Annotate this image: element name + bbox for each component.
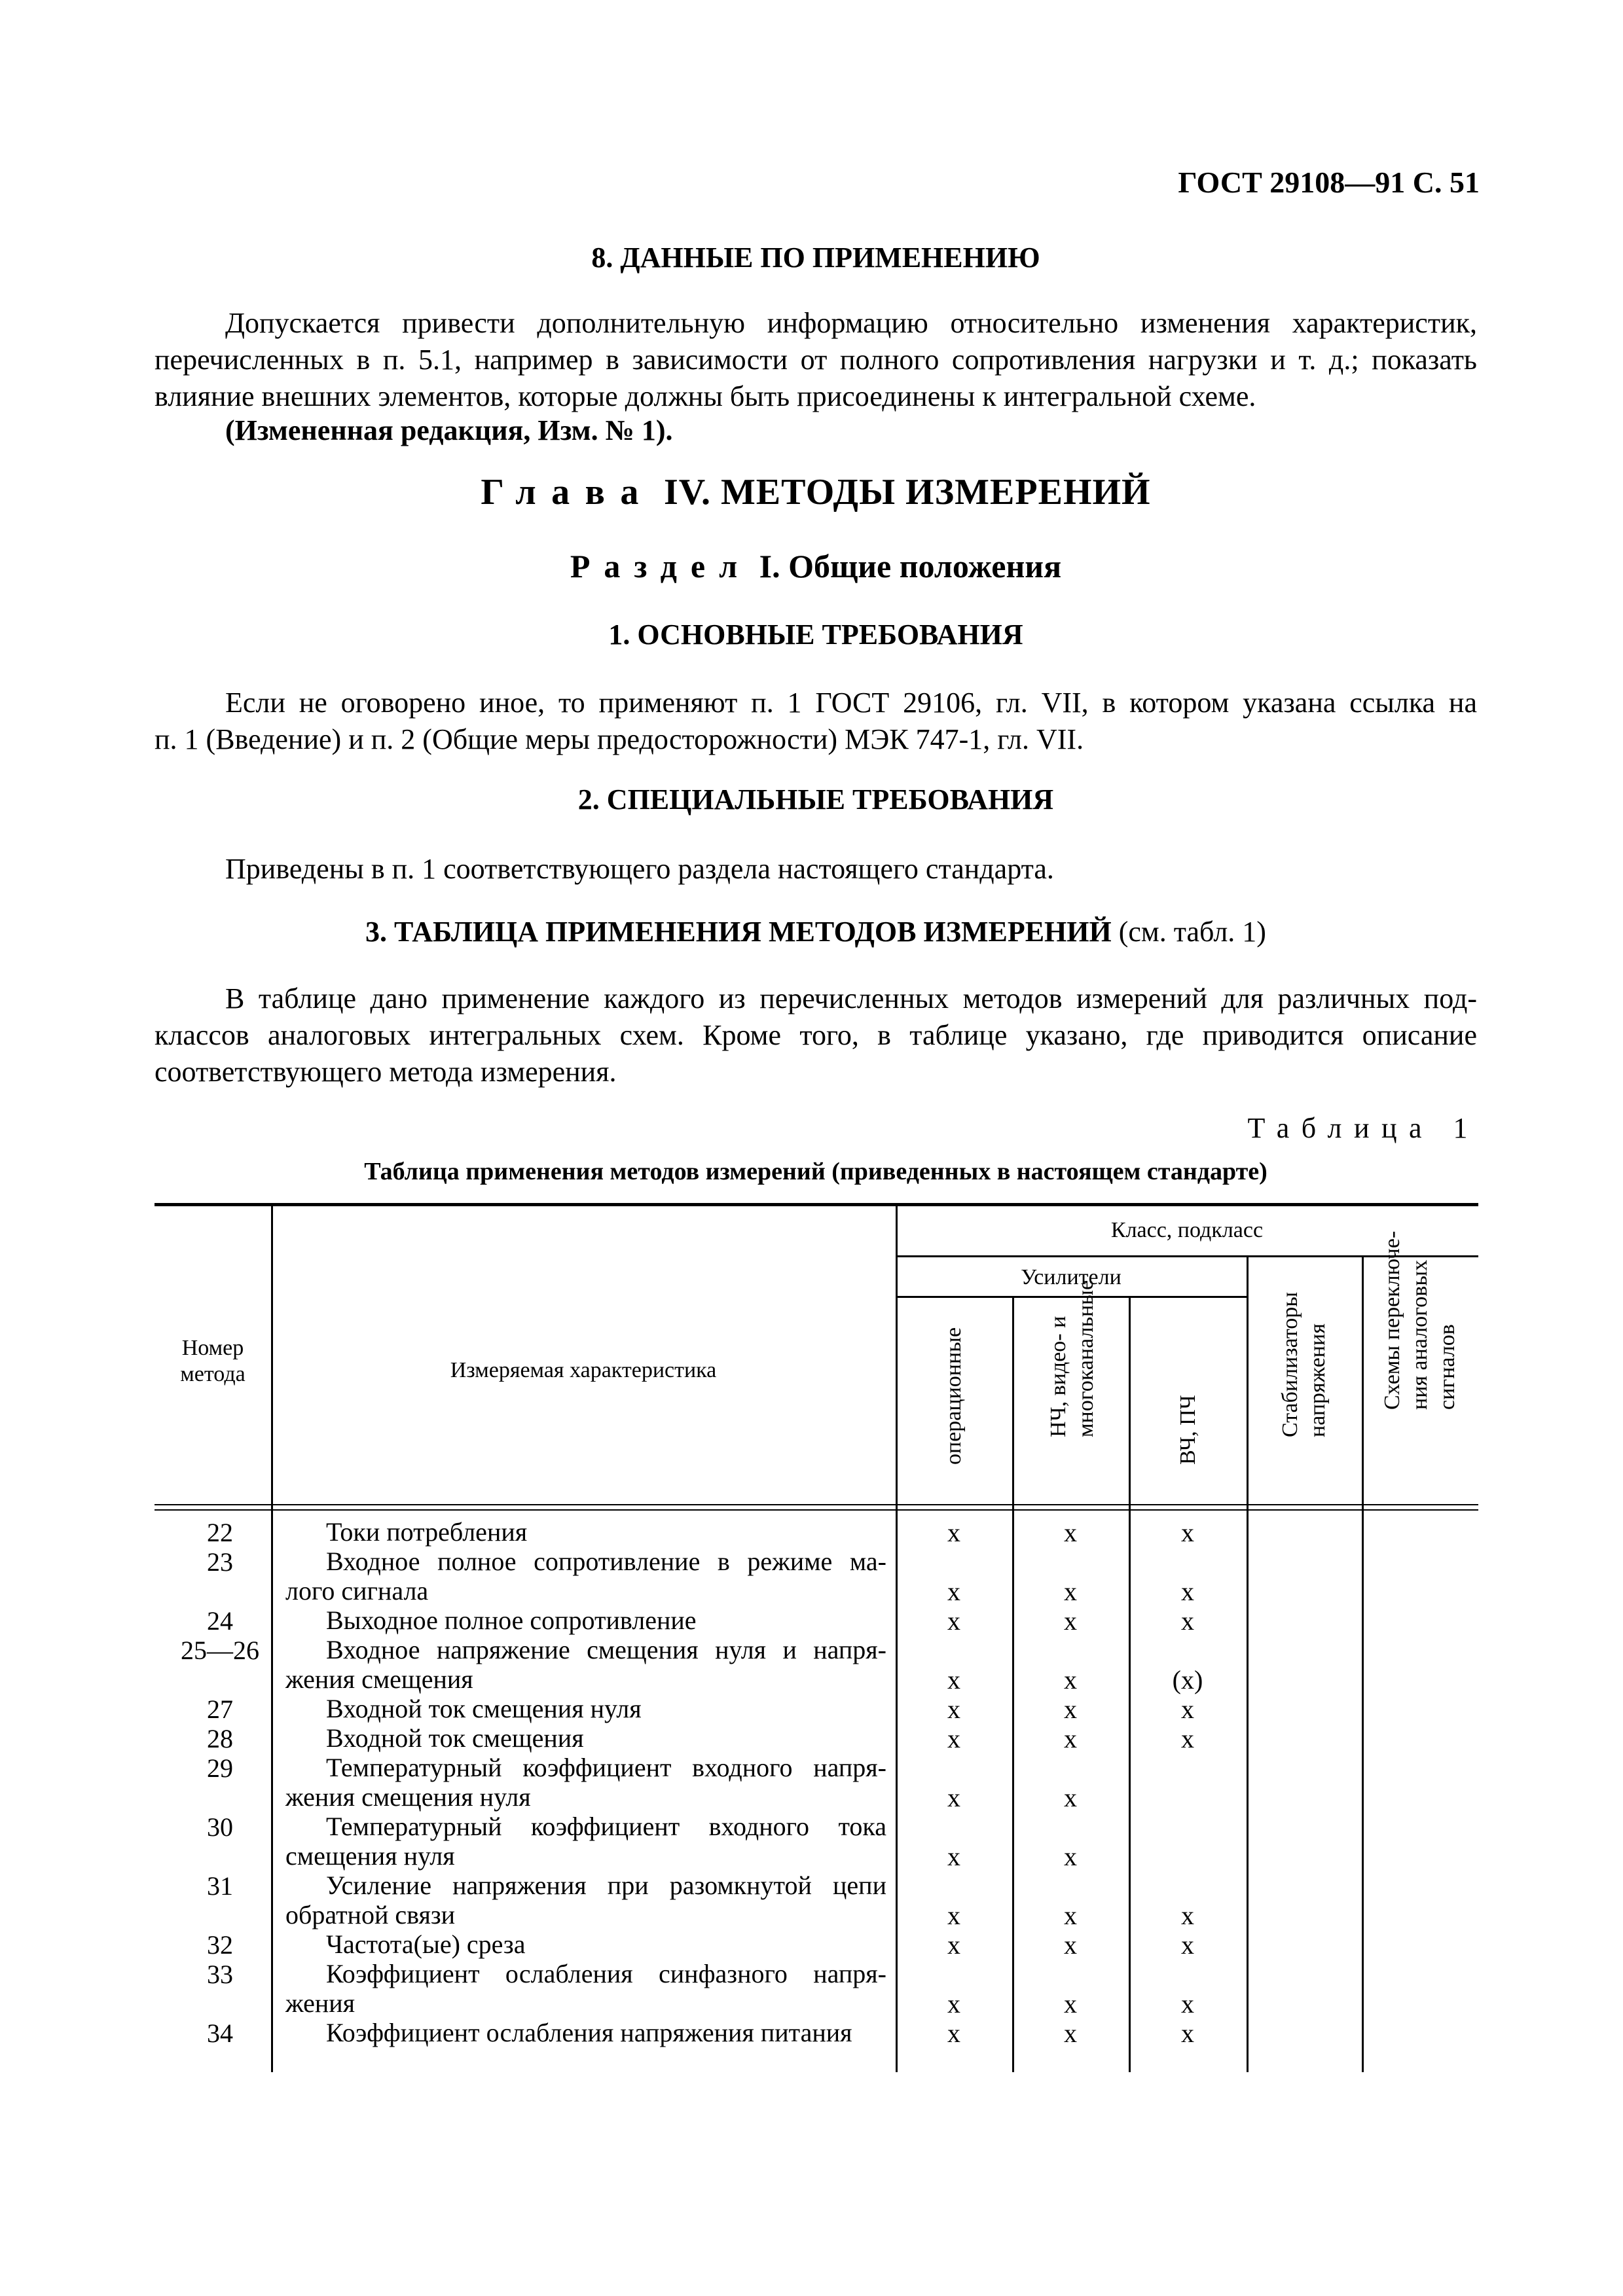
razdel-prefix: Раздел bbox=[570, 548, 752, 584]
chapter-prefix: Глава bbox=[481, 472, 654, 512]
amendment-note: (Измененная редакция, Изм. № 1). bbox=[225, 414, 673, 446]
characteristic-line: лого сигнала bbox=[285, 1576, 429, 1605]
characteristic-line: Входное напряжение смещения нуля и напря- bbox=[326, 1635, 886, 1664]
header-stab-line: напряжения bbox=[1305, 1323, 1330, 1437]
applicability-mark: x bbox=[1181, 1901, 1194, 1930]
characteristic-line: Коэффициент ослабления синфазного напря- bbox=[326, 1959, 886, 1988]
paragraph-line: Допускается привести дополнительную информацию относительно изменения характеристик, bbox=[225, 307, 1477, 339]
header-bottom-rule-2 bbox=[155, 1509, 1478, 1511]
characteristic-line: Коэффициент ослабления напряжения питания bbox=[326, 2018, 852, 2047]
header-number bbox=[155, 1335, 271, 1388]
applicability-mark: x bbox=[1064, 1783, 1077, 1812]
applicability-mark: x bbox=[947, 1724, 960, 1753]
applicability-mark: x bbox=[947, 1606, 960, 1636]
paragraph-line: влияние внешних элементов, которые должны быть присоединены к интегральной схеме. bbox=[155, 380, 1256, 412]
applicability-mark: x bbox=[1064, 1665, 1077, 1695]
characteristic-line: Частота(ые) среза bbox=[326, 1929, 526, 1959]
applicability-mark: x bbox=[1181, 1695, 1194, 1724]
header-bottom-rule bbox=[155, 1504, 1478, 1505]
paragraph-line: классов аналоговых интегральных схем. Кроме того, в таблице указано, где приводится описание bbox=[155, 1019, 1477, 1051]
characteristic-line: жения смещения нуля bbox=[285, 1782, 531, 1812]
section-3-title-text: 3. ТАБЛИЦА ПРИМЕНЕНИЯ МЕТОДОВ ИЗМЕРЕНИЙ bbox=[365, 916, 1112, 948]
paragraph-line: п. 1 (Введение) и п. 2 (Общие меры предосторожности) МЭК 747-1, гл. VII. bbox=[155, 723, 1084, 755]
section-3-paragraph bbox=[155, 980, 1477, 1090]
characteristic-line: Входной ток смещения bbox=[326, 1723, 584, 1753]
applicability-mark: x bbox=[947, 1577, 960, 1606]
paragraph-line: В таблице дано применение каждого из перечисленных методов измерений для различных под- bbox=[225, 982, 1477, 1014]
applicability-mark: x bbox=[1064, 1901, 1077, 1930]
characteristic-line: Температурный коэффициент входного тока bbox=[326, 1812, 886, 1841]
characteristic bbox=[285, 1723, 886, 1753]
characteristic bbox=[285, 1605, 886, 1635]
characteristic bbox=[285, 1753, 886, 1812]
section-3-title-suffix: (см. табл. 1) bbox=[1118, 916, 1266, 948]
section-2-title: 2. СПЕЦИАЛЬНЫЕ ТРЕБОВАНИЯ bbox=[577, 783, 1054, 816]
section-3-title bbox=[155, 915, 1477, 948]
header-lf-video-text bbox=[1045, 1280, 1100, 1437]
method-number: 23 bbox=[207, 1547, 233, 1577]
table-label: Таблица 1 bbox=[1247, 1112, 1480, 1144]
applicability-mark: x bbox=[947, 1930, 960, 1960]
table-divider bbox=[1012, 1297, 1014, 2072]
characteristic bbox=[285, 1929, 886, 1959]
characteristic bbox=[285, 1871, 886, 1929]
razdel-name: I. Общие положения bbox=[759, 548, 1062, 584]
method-number: 32 bbox=[207, 1930, 233, 1960]
applicability-mark: x bbox=[1064, 1930, 1077, 1960]
applicability-mark: x bbox=[1181, 1518, 1194, 1547]
applicability-mark: x bbox=[947, 1695, 960, 1724]
header-switches-text bbox=[1379, 1231, 1461, 1410]
chapter-name: IV. МЕТОДЫ ИЗМЕРЕНИЙ bbox=[663, 472, 1151, 512]
method-number: 25—26 bbox=[181, 1636, 259, 1665]
razdel-title bbox=[155, 547, 1477, 585]
applicability-mark: x bbox=[947, 1783, 960, 1812]
applicability-mark: x bbox=[1064, 1606, 1077, 1636]
header-class: Класс, подкласс bbox=[1110, 1218, 1264, 1242]
header-switch-line: Схемы переключе- bbox=[1380, 1230, 1404, 1410]
characteristic-line: Входное полное сопротивление в режиме ма- bbox=[326, 1547, 886, 1576]
applicability-mark: x bbox=[1064, 1842, 1077, 1871]
header-number-line: Номер bbox=[181, 1336, 244, 1360]
section-8-title: 8. ДАННЫЕ ПО ПРИМЕНЕНИЮ bbox=[591, 242, 1040, 274]
chapter-title bbox=[155, 471, 1477, 513]
characteristic-line: Входной ток смещения нуля bbox=[326, 1694, 642, 1723]
page-header: ГОСТ 29108—91 С. 51 bbox=[1178, 166, 1480, 199]
applicability-mark: x bbox=[947, 1665, 960, 1695]
applicability-mark: x bbox=[947, 1901, 960, 1930]
method-number: 33 bbox=[207, 1960, 233, 1989]
header-lf-line: НЧ, видео- и bbox=[1046, 1316, 1070, 1437]
applicability-mark: x bbox=[1181, 1606, 1194, 1636]
header-stab-line: Стабилизаторы bbox=[1278, 1291, 1302, 1437]
applicability-mark: x bbox=[947, 2018, 960, 2048]
table-top-rule bbox=[155, 1203, 1478, 1206]
applicability-mark: x bbox=[947, 1842, 960, 1871]
characteristic bbox=[285, 1547, 886, 1605]
applicability-mark: x bbox=[947, 1518, 960, 1547]
section-2-paragraph bbox=[155, 851, 1477, 888]
method-number: 27 bbox=[207, 1695, 233, 1724]
characteristic-line: жения смещения bbox=[285, 1664, 473, 1694]
table-divider bbox=[1247, 1257, 1249, 2072]
characteristic-line: Температурный коэффициент входного напря- bbox=[326, 1753, 886, 1782]
characteristic-line: смещения нуля bbox=[285, 1841, 455, 1871]
characteristic-line: обратной связи bbox=[285, 1900, 456, 1929]
applicability-mark: (x) bbox=[1172, 1665, 1203, 1695]
characteristic-line: Токи потребления bbox=[326, 1517, 528, 1547]
section-1-title: 1. ОСНОВНЫЕ ТРЕБОВАНИЯ bbox=[608, 619, 1023, 651]
characteristic bbox=[285, 1694, 886, 1723]
characteristic bbox=[285, 1959, 886, 2018]
header-op-amp-text: операционные bbox=[941, 1327, 966, 1465]
applicability-mark: x bbox=[1181, 1577, 1194, 1606]
applicability-mark: x bbox=[1064, 1577, 1077, 1606]
characteristic bbox=[285, 2018, 886, 2047]
applicability-mark: x bbox=[1064, 1724, 1077, 1753]
paragraph-line: Если не оговорено иное, то применяют п. 1 ГОСТ 29106, гл. VII, в котором указана ссылка на bbox=[225, 687, 1477, 719]
applicability-mark: x bbox=[1181, 2018, 1194, 2048]
applicability-mark: x bbox=[1181, 1930, 1194, 1960]
method-number: 29 bbox=[207, 1753, 233, 1783]
method-number: 30 bbox=[207, 1812, 233, 1842]
paragraph-line: Приведены в п. 1 соответствующего раздела настоящего стандарта. bbox=[225, 853, 1054, 885]
section-8-paragraph bbox=[155, 305, 1477, 415]
method-number: 28 bbox=[207, 1724, 233, 1753]
characteristic bbox=[285, 1812, 886, 1871]
characteristic-line: жения bbox=[285, 1988, 356, 2018]
applicability-mark: x bbox=[1064, 1989, 1077, 2018]
applicability-mark: x bbox=[947, 1989, 960, 2018]
header-amplifiers: Усилители bbox=[1021, 1265, 1122, 1289]
characteristic-line: Выходное полное сопротивление bbox=[326, 1605, 697, 1635]
method-number: 22 bbox=[207, 1518, 233, 1547]
header-stabilizers-text bbox=[1277, 1292, 1332, 1437]
header-lf-line: многоканальные bbox=[1074, 1280, 1098, 1437]
applicability-mark: x bbox=[1181, 1989, 1194, 2018]
characteristic bbox=[285, 1517, 886, 1547]
paragraph-line: перечисленных в п. 5.1, например в зависимости от полного сопротивления нагрузки и т. д.; показать bbox=[155, 344, 1477, 376]
table-title: Таблица применения методов измерений (приведенных в настоящем стандарте) bbox=[364, 1158, 1267, 1185]
characteristic-line: Усиление напряжения при разомкнутой цепи bbox=[326, 1871, 886, 1900]
applicability-mark: x bbox=[1181, 1724, 1194, 1753]
header-switch-line: сигналов bbox=[1435, 1324, 1459, 1410]
method-number: 24 bbox=[207, 1606, 233, 1636]
method-number: 34 bbox=[207, 2018, 233, 2048]
table-divider bbox=[1362, 1257, 1364, 2072]
table-divider bbox=[896, 1204, 898, 2072]
header-hf-text: ВЧ, ПЧ bbox=[1176, 1395, 1200, 1465]
table-divider bbox=[1129, 1297, 1131, 2072]
applicability-mark: x bbox=[1064, 1695, 1077, 1724]
header-number-line: метода bbox=[180, 1362, 246, 1386]
applicability-mark: x bbox=[1064, 2018, 1077, 2048]
header-characteristic: Измеряемая характеристика bbox=[450, 1358, 717, 1382]
applicability-mark: x bbox=[1064, 1518, 1077, 1547]
method-number: 31 bbox=[207, 1871, 233, 1901]
section-1-paragraph bbox=[155, 685, 1477, 758]
header-switch-line: ния аналоговых bbox=[1408, 1259, 1432, 1410]
paragraph-line: соответствующего метода измерения. bbox=[155, 1056, 617, 1088]
characteristic bbox=[285, 1635, 886, 1694]
